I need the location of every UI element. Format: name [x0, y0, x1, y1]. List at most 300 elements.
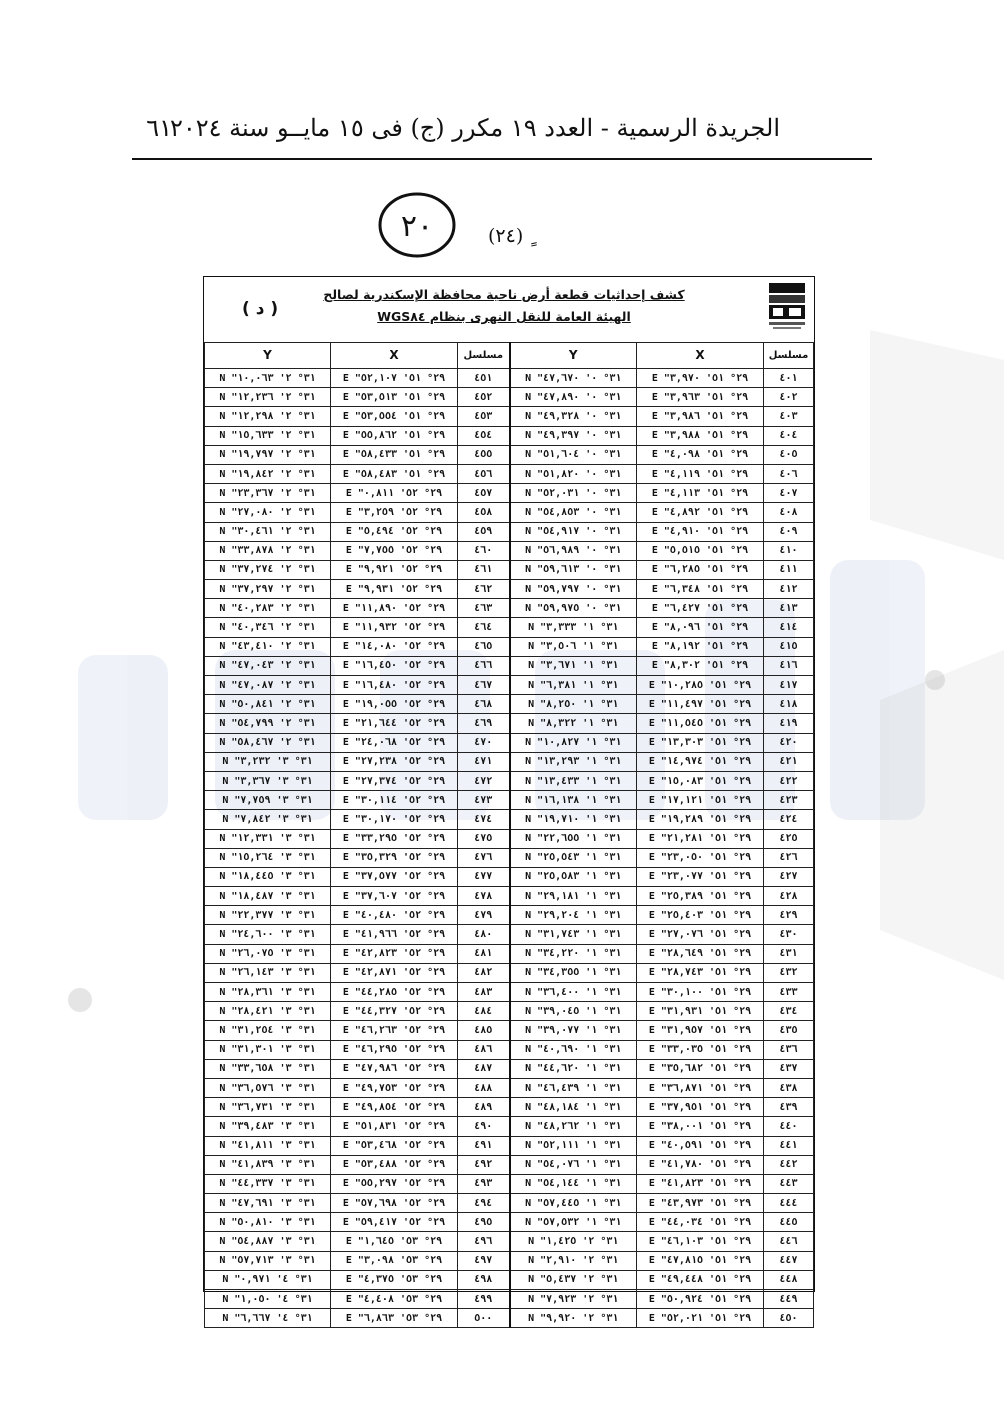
table-row [205, 656, 814, 675]
x-coordinate-cell: E "٢٩° ٥١' ٢٧,٠٧٦ [637, 925, 764, 944]
table-row [205, 1098, 814, 1117]
x-coordinate-cell: E "٢٩° ٥٢' ٤٩,٧٥٣ [331, 1078, 458, 1097]
x-coordinate-cell: E "٢٩° ٥٢' ٤٧,٩٨٦ [331, 1059, 458, 1078]
serial-cell: ٤٩٣ [458, 1174, 510, 1193]
serial-cell: ٤٣٩ [764, 1098, 814, 1117]
table-row [205, 426, 814, 445]
column-header-x: X [331, 343, 458, 369]
serial-cell: ٤٥٨ [458, 503, 510, 522]
y-coordinate-cell: N "٣١° ٢' ١٢,٢٣٦ [205, 388, 331, 407]
serial-cell: ٤٣٨ [764, 1078, 814, 1097]
y-coordinate-cell: N "٣١° ١' ١٣,٢٩٣ [510, 752, 637, 771]
x-coordinate-cell: E "٢٩° ٥٢' ٩,٩٣١ [331, 580, 458, 599]
y-coordinate-cell: N "٣١° ٢' ٥٤,٧٩٩ [205, 714, 331, 733]
y-coordinate-cell: N "٣١° ٠' ٥٢,٠٣١ [510, 484, 637, 503]
table-header-row [205, 343, 814, 369]
y-coordinate-cell: N "٣١° ٠' ٥٩,٧٩٧ [510, 580, 637, 599]
x-coordinate-cell: E "٢٩° ٥١' ١٥,٠٨٣ [637, 771, 764, 790]
table-row [205, 464, 814, 483]
y-coordinate-cell: N "٣١° ١' ٢٥,٥٤٣ [510, 848, 637, 867]
x-coordinate-cell: E "٢٩° ٥٢' ٥٧,٦٩٨ [331, 1194, 458, 1213]
document-title-line2: الهيئة العامة للنقل النهرى بنظام WGS٨٤ [377, 309, 631, 324]
serial-cell: ٤٩٨ [458, 1270, 510, 1289]
x-coordinate-cell: E "٢٩° ٥٣' ٦,٨٦٣ [331, 1309, 458, 1328]
table-row [205, 791, 814, 810]
x-coordinate-cell: E "٢٩° ٥٢' ٥١,٨٣١ [331, 1117, 458, 1136]
y-coordinate-cell: N "٣١° ٢' ٥٠,٨٤١ [205, 695, 331, 714]
table-row [205, 848, 814, 867]
serial-cell: ٤٩٥ [458, 1213, 510, 1232]
x-coordinate-cell: E "٢٩° ٥١' ٥٣,٥١٣ [331, 388, 458, 407]
serial-cell: ٤٢٧ [764, 867, 814, 886]
table-row [205, 407, 814, 426]
y-coordinate-cell: N "٣١° ٠' ٥٩,٦١٣ [510, 560, 637, 579]
x-coordinate-cell: E "٢٩° ٥٢' ٣٣,٢٩٥ [331, 829, 458, 848]
y-coordinate-cell: N "٣١° ١' ٣,٥٠٦ [510, 637, 637, 656]
x-coordinate-cell: E "٢٩° ٥٢' ٤٤,٣٢٧ [331, 1002, 458, 1021]
serial-cell: ٤٨٨ [458, 1078, 510, 1097]
serial-cell: ٤١٨ [764, 695, 814, 714]
serial-cell: ٤٦٤ [458, 618, 510, 637]
circled-number-stamp [376, 190, 458, 260]
x-coordinate-cell: E "٢٩° ٥٢' ٥٣,٤٦٨ [331, 1136, 458, 1155]
serial-cell: ٤٠٣ [764, 407, 814, 426]
table-row [205, 503, 814, 522]
serial-cell: ٤٣٣ [764, 983, 814, 1002]
serial-cell: ٤٧٣ [458, 791, 510, 810]
column-header-serial: مسلسل [458, 343, 510, 369]
serial-cell: ٤٤٨ [764, 1270, 814, 1289]
x-coordinate-cell: E "٢٩° ٥٢' ٠,٨١١ [331, 484, 458, 503]
y-coordinate-cell: N "٣١° ٣' ٧,٨٤٢ [205, 810, 331, 829]
y-coordinate-cell: N "٣١° ٣' ٤١,٨١١ [205, 1136, 331, 1155]
serial-cell: ٤٨٤ [458, 1002, 510, 1021]
y-coordinate-cell: N "٣١° ٣' ٢٨,٣٦١ [205, 983, 331, 1002]
serial-cell: ٥٠٠ [458, 1309, 510, 1328]
y-coordinate-cell: N "٣١° ٣' ٢٤,٦٠٠ [205, 925, 331, 944]
x-coordinate-cell: E "٢٩° ٥١' ٥٨,٤٨٣ [331, 464, 458, 483]
y-coordinate-cell: N "٣١° ٤' ١,٠٥٠ [205, 1290, 331, 1309]
table-row [205, 369, 814, 388]
serial-cell: ٤٤٩ [764, 1290, 814, 1309]
table-row [205, 522, 814, 541]
x-coordinate-cell: E "٢٩° ٥١' ٨,٠٩٦ [637, 618, 764, 637]
x-coordinate-cell: E "٢٩° ٥١' ٤٦,١٠٣ [637, 1232, 764, 1251]
serial-cell: ٤٧٨ [458, 887, 510, 906]
x-coordinate-cell: E "٢٩° ٥٢' ٤٢,٨٧١ [331, 963, 458, 982]
y-coordinate-cell: N "٣١° ١' ٢٥,٥٨٣ [510, 867, 637, 886]
x-coordinate-cell: E "٢٩° ٥١' ٣١,٩٣١ [637, 1002, 764, 1021]
serial-cell: ٤٩٧ [458, 1251, 510, 1270]
y-coordinate-cell: N "٣١° ١' ٣,٦٧١ [510, 656, 637, 675]
y-coordinate-cell: N "٣١° ٠' ٤٧,٨٩٠ [510, 388, 637, 407]
serial-cell: ٤٩٠ [458, 1117, 510, 1136]
serial-cell: ٤٠١ [764, 369, 814, 388]
x-coordinate-cell: E "٢٩° ٥٢' ٤٤,٢٨٥ [331, 983, 458, 1002]
x-coordinate-cell: E "٢٩° ٥١' ٤,١١٣ [637, 484, 764, 503]
y-coordinate-cell: N "٣١° ٢' ١٩,٧٩٧ [205, 445, 331, 464]
x-coordinate-cell: E "٢٩° ٥١' ٦,٣٤٨ [637, 580, 764, 599]
y-coordinate-cell: N "٣١° ٠' ٥٤,٩١٧ [510, 522, 637, 541]
table-row [205, 1251, 814, 1270]
x-coordinate-cell: E "٢٩° ٥١' ٤,٩١٠ [637, 522, 764, 541]
serial-cell: ٤١٧ [764, 676, 814, 695]
y-coordinate-cell: N "٣١° ٣' ٤٧,٦٩١ [205, 1194, 331, 1213]
y-coordinate-cell: N "٣١° ١' ٤٦,٤٣٩ [510, 1078, 637, 1097]
y-coordinate-cell: N "٣١° ٣' ٣٦,٥٧٦ [205, 1078, 331, 1097]
table-row [205, 733, 814, 752]
x-coordinate-cell: E "٢٩° ٥٢' ٣٠,١٧٠ [331, 810, 458, 829]
serial-cell: ٤٤١ [764, 1136, 814, 1155]
x-coordinate-cell: E "٢٩° ٥١' ٤٧,٨١٥ [637, 1251, 764, 1270]
x-coordinate-cell: E "٢٩° ٥٢' ٧,٧٥٥ [331, 541, 458, 560]
y-coordinate-cell: N "٣١° ١' ٨,٣٢٢ [510, 714, 637, 733]
column-header-x: X [637, 343, 764, 369]
serial-cell: ٤٢٩ [764, 906, 814, 925]
serial-cell: ٤٣٤ [764, 1002, 814, 1021]
table-row [205, 599, 814, 618]
x-coordinate-cell: E "٢٩° ٥١' ١٧,١٢١ [637, 791, 764, 810]
serial-cell: ٤٦١ [458, 560, 510, 579]
y-coordinate-cell: N "٣١° ٢' ١٢,٢٩٨ [205, 407, 331, 426]
x-coordinate-cell: E "٢٩° ٥١' ٤٩,٤٤٨ [637, 1270, 764, 1289]
serial-cell: ٤٠٦ [764, 464, 814, 483]
serial-cell: ٤٩٢ [458, 1155, 510, 1174]
table-row [205, 983, 814, 1002]
y-coordinate-cell: N "٣١° ٢' ٢٣,٣٦٧ [205, 484, 331, 503]
serial-cell: ٤١١ [764, 560, 814, 579]
y-coordinate-cell: N "٣١° ١' ٤٨,٢٦٢ [510, 1117, 637, 1136]
table-row [205, 1155, 814, 1174]
serial-cell: ٤٢٠ [764, 733, 814, 752]
y-coordinate-cell: N "٣١° ٠' ٥٤,٨٥٣ [510, 503, 637, 522]
serial-cell: ٤٢٦ [764, 848, 814, 867]
table-row [205, 560, 814, 579]
table-row [205, 1136, 814, 1155]
x-coordinate-cell: E "٢٩° ٥١' ٥٢,١٠٧ [331, 369, 458, 388]
x-coordinate-cell: E "٢٩° ٥١' ٣٣,٠٣٥ [637, 1040, 764, 1059]
y-coordinate-cell: N "٣١° ٢' ٤٣,٤١٠ [205, 637, 331, 656]
y-coordinate-cell: N "٣١° ٣' ٢٦,٠٧٥ [205, 944, 331, 963]
serial-cell: ٤٨٩ [458, 1098, 510, 1117]
column-header-y: Y [205, 343, 331, 369]
y-coordinate-cell: N "٣١° ١' ٢٩,٢٠٤ [510, 906, 637, 925]
x-coordinate-cell: E "٢٩° ٥٢' ٥٣,٤٨٨ [331, 1155, 458, 1174]
x-coordinate-cell: E "٢٩° ٥١' ٥,٥١٥ [637, 541, 764, 560]
serial-cell: ٤٤٢ [764, 1155, 814, 1174]
serial-cell: ٤٩٦ [458, 1232, 510, 1251]
x-coordinate-cell: E "٢٩° ٥١' ٥٨,٤٣٣ [331, 445, 458, 464]
table-row [205, 1232, 814, 1251]
serial-cell: ٤٥٤ [458, 426, 510, 445]
x-coordinate-cell: E "٢٩° ٥٢' ٥٩,٤١٧ [331, 1213, 458, 1232]
x-coordinate-cell: E "٢٩° ٥١' ٨,١٩٢ [637, 637, 764, 656]
y-coordinate-cell: N "٣١° ١' ٥٤,١٤٤ [510, 1174, 637, 1193]
x-coordinate-cell: E "٢٩° ٥١' ٢١,٢٨١ [637, 829, 764, 848]
page-number: ٦١ [146, 114, 172, 142]
serial-cell: ٤٢٨ [764, 887, 814, 906]
serial-cell: ٤٤٧ [764, 1251, 814, 1270]
y-coordinate-cell: N "٣١° ٣' ٣٣,٦٥٨ [205, 1059, 331, 1078]
y-coordinate-cell: N "٣١° ٣' ٣٩,٤٨٣ [205, 1117, 331, 1136]
x-coordinate-cell: E "٢٩° ٥٢' ٤٦,٢٦٣ [331, 1021, 458, 1040]
y-coordinate-cell: N "٣١° ٣' ٥٠,٨١٠ [205, 1213, 331, 1232]
x-coordinate-cell: E "٢٩° ٥١' ١١,٤٩٧ [637, 695, 764, 714]
y-coordinate-cell: N "٣١° ٢' ٢٧,٠٨٠ [205, 503, 331, 522]
y-coordinate-cell: N "٣١° ٢' ٢,٩١٠ [510, 1251, 637, 1270]
serial-cell: ٤٥٣ [458, 407, 510, 426]
x-coordinate-cell: E "٢٩° ٥٢' ٤٦,٢٩٥ [331, 1040, 458, 1059]
table-row [205, 1040, 814, 1059]
serial-cell: ٤١٣ [764, 599, 814, 618]
x-coordinate-cell: E "٢٩° ٥٢' ٩,٩٢١ [331, 560, 458, 579]
y-coordinate-cell: N "٣١° ٢' ٣٠,٤٦١ [205, 522, 331, 541]
y-coordinate-cell: N "٣١° ٠' ٤٧,٦٧٠ [510, 369, 637, 388]
y-coordinate-cell: N "٣١° ١' ١٦,١٣٨ [510, 791, 637, 810]
y-coordinate-cell: N "٣١° ٠' ٤٩,٣٩٧ [510, 426, 637, 445]
x-coordinate-cell: E "٢٩° ٥١' ٢٨,٧٤٣ [637, 963, 764, 982]
serial-cell: ٤٣٧ [764, 1059, 814, 1078]
y-coordinate-cell: N "٣١° ١' ٣١,٧٤٣ [510, 925, 637, 944]
y-coordinate-cell: N "٣١° ٢' ٩,٩٢٠ [510, 1309, 637, 1328]
y-coordinate-cell: N "٣١° ٠' ٥٦,٩٨٩ [510, 541, 637, 560]
serial-cell: ٤٢١ [764, 752, 814, 771]
serial-cell: ٤٥٢ [458, 388, 510, 407]
x-coordinate-cell: E "٢٩° ٥١' ٣,٩٧٠ [637, 369, 764, 388]
serial-cell: ٤٢٤ [764, 810, 814, 829]
serial-cell: ٤١٥ [764, 637, 814, 656]
serial-cell: ٤٣٠ [764, 925, 814, 944]
x-coordinate-cell: E "٢٩° ٥١' ٦,٤٢٧ [637, 599, 764, 618]
serial-cell: ٤٤٤ [764, 1194, 814, 1213]
serial-cell: ٤٠٩ [764, 522, 814, 541]
table-row [205, 1270, 814, 1289]
y-coordinate-cell: N "٣١° ١' ٨,٢٥٠ [510, 695, 637, 714]
serial-cell: ٤٤٠ [764, 1117, 814, 1136]
y-coordinate-cell: N "٣١° ١' ٣,٣٣٣ [510, 618, 637, 637]
table-row [205, 810, 814, 829]
stamp-number: ٢٠ [400, 209, 434, 244]
serial-cell: ٤٨٦ [458, 1040, 510, 1059]
table-row [205, 867, 814, 886]
x-coordinate-cell: E "٢٩° ٥١' ٤,٨٩٢ [637, 503, 764, 522]
x-coordinate-cell: E "٢٩° ٥٢' ٣٧,٦٠٧ [331, 887, 458, 906]
serial-cell: ٤٨٠ [458, 925, 510, 944]
y-coordinate-cell: N "٣١° ٣' ١٥,٢٦٤ [205, 848, 331, 867]
x-coordinate-cell: E "٢٩° ٥١' ٣,٩٨٨ [637, 426, 764, 445]
x-coordinate-cell: E "٢٩° ٥١' ٣٨,٠٠١ [637, 1117, 764, 1136]
table-row [205, 1002, 814, 1021]
x-coordinate-cell: E "٢٩° ٥١' ٥٠,٩٢٤ [637, 1290, 764, 1309]
x-coordinate-cell: E "٢٩° ٥٢' ٤٩,٨٥٤ [331, 1098, 458, 1117]
serial-cell: ٤٨٢ [458, 963, 510, 982]
x-coordinate-cell: E "٢٩° ٥٢' ٢٧,٢٣٨ [331, 752, 458, 771]
x-coordinate-cell: E "٢٩° ٥٢' ٣,٢٥٩ [331, 503, 458, 522]
authority-logo-icon [765, 281, 809, 333]
serial-cell: ٤٦٨ [458, 695, 510, 714]
x-coordinate-cell: E "٢٩° ٥١' ٤,١١٩ [637, 464, 764, 483]
x-coordinate-cell: E "٢٩° ٥٣' ١,٦٤٥ [331, 1232, 458, 1251]
x-coordinate-cell: E "٢٩° ٥١' ١٠,٢٨٥ [637, 676, 764, 695]
serial-cell: ٤٢٥ [764, 829, 814, 848]
y-coordinate-cell: N "٣١° ١' ٥٤,٠٧٦ [510, 1155, 637, 1174]
column-header-serial: مسلسل [764, 343, 814, 369]
y-coordinate-cell: N "٣١° ٣' ٢٦,١٤٣ [205, 963, 331, 982]
x-coordinate-cell: E "٢٩° ٥٢' ٥,٤٩٤ [331, 522, 458, 541]
y-coordinate-cell: N "٣١° ١' ٤٠,٦٩٠ [510, 1040, 637, 1059]
x-coordinate-cell: E "٢٩° ٥٢' ١٩,٠٥٥ [331, 695, 458, 714]
y-coordinate-cell: N "٣١° ٣' ٤١,٨٣٩ [205, 1155, 331, 1174]
serial-cell: ٤١٢ [764, 580, 814, 599]
y-coordinate-cell: N "٣١° ٠' ٤٩,٣٢٨ [510, 407, 637, 426]
serial-cell: ٤٧٤ [458, 810, 510, 829]
serial-cell: ٤٢٣ [764, 791, 814, 810]
x-coordinate-cell: E "٢٩° ٥٢' ٤١,٩٦٦ [331, 925, 458, 944]
coordinates-document [203, 276, 815, 1324]
x-coordinate-cell: E "٢٩° ٥١' ١١,٥٤٥ [637, 714, 764, 733]
y-coordinate-cell: N "٣١° ٣' ٧,٧٥٩ [205, 791, 331, 810]
x-coordinate-cell: E "٢٩° ٥١' ٣٠,١٠٠ [637, 983, 764, 1002]
table-row [205, 1290, 814, 1309]
x-coordinate-cell: E "٢٩° ٥١' ٥٣,٥٥٤ [331, 407, 458, 426]
serial-cell: ٤٤٥ [764, 1213, 814, 1232]
serial-cell: ٤٧٦ [458, 848, 510, 867]
y-coordinate-cell: N "٣١° ٣' ٣١,٢٥٤ [205, 1021, 331, 1040]
y-coordinate-cell: N "٣١° ٢' ٣٧,٢٩٧ [205, 580, 331, 599]
y-coordinate-cell: N "٣١° ٣' ١٨,٤٤٥ [205, 867, 331, 886]
y-coordinate-cell: N "٣١° ٣' ٤٤,٣٣٧ [205, 1174, 331, 1193]
x-coordinate-cell: E "٢٩° ٥٢' ١٦,٤٥٠ [331, 656, 458, 675]
y-coordinate-cell: N "٣١° ٢' ٣٧,٢٧٤ [205, 560, 331, 579]
serial-cell: ٤١٩ [764, 714, 814, 733]
x-coordinate-cell: E "٢٩° ٥١' ٤٠,٥٩١ [637, 1136, 764, 1155]
y-coordinate-cell: N "٣١° ١' ١٣,٤٣٣ [510, 771, 637, 790]
x-coordinate-cell: E "٢٩° ٥١' ٦,٢٨٥ [637, 560, 764, 579]
serial-cell: ٤٨١ [458, 944, 510, 963]
x-coordinate-cell: E "٢٩° ٥١' ٣١,٩٥٧ [637, 1021, 764, 1040]
serial-cell: ٤٠٥ [764, 445, 814, 464]
x-coordinate-cell: E "٢٩° ٥١' ٢٥,٤٠٣ [637, 906, 764, 925]
serial-cell: ٤٥٧ [458, 484, 510, 503]
serial-cell: ٤٦٠ [458, 541, 510, 560]
x-coordinate-cell: E "٢٩° ٥١' ١٤,٩٧٤ [637, 752, 764, 771]
x-coordinate-cell: E "٢٩° ٥١' ٣٦,٨٧١ [637, 1078, 764, 1097]
y-coordinate-cell: N "٣١° ٢' ٥,٤٣٧ [510, 1270, 637, 1289]
serial-cell: ٤٦٥ [458, 637, 510, 656]
y-coordinate-cell: N "٣١° ٠' ٥٩,٩٧٥ [510, 599, 637, 618]
y-coordinate-cell: N "٣١° ٣' ٢٨,٤٢١ [205, 1002, 331, 1021]
x-coordinate-cell: E "٢٩° ٥٢' ٣٥,٣٢٩ [331, 848, 458, 867]
serial-cell: ٤٦٢ [458, 580, 510, 599]
x-coordinate-cell: E "٢٩° ٥٢' ١١,٨٩٠ [331, 599, 458, 618]
table-row [205, 580, 814, 599]
table-row [205, 944, 814, 963]
x-coordinate-cell: E "٢٩° ٥١' ٤٣,٩٧٣ [637, 1194, 764, 1213]
serial-cell: ٤٣٢ [764, 963, 814, 982]
serial-cell: ٤٥٩ [458, 522, 510, 541]
x-coordinate-cell: E "٢٩° ٥١' ٤,٠٩٨ [637, 445, 764, 464]
y-coordinate-cell: N "٣١° ١' ١٩,٧١٠ [510, 810, 637, 829]
table-row [205, 676, 814, 695]
handwritten-note: ٍ (٢٤) [488, 225, 530, 247]
x-coordinate-cell: E "٢٩° ٥١' ٤١,٨٢٣ [637, 1174, 764, 1193]
section-letter: ( د ) [242, 299, 279, 319]
x-coordinate-cell: E "٢٩° ٥١' ٣٥,٦٨٢ [637, 1059, 764, 1078]
y-coordinate-cell: N "٣١° ٢' ١٥,٦٣٣ [205, 426, 331, 445]
serial-cell: ٤٧٩ [458, 906, 510, 925]
y-coordinate-cell: N "٣١° ١' ٢٢,٦٥٥ [510, 829, 637, 848]
x-coordinate-cell: E "٢٩° ٥٢' ٢١,٦٤٤ [331, 714, 458, 733]
y-coordinate-cell: N "٣١° ٢' ٤٠,٢٨٣ [205, 599, 331, 618]
y-coordinate-cell: N "٣١° ٢' ٣٣,٨٧٨ [205, 541, 331, 560]
serial-cell: ٤٨٥ [458, 1021, 510, 1040]
serial-cell: ٤٧٢ [458, 771, 510, 790]
y-coordinate-cell: N "٣١° ١' ١٠,٨٢٧ [510, 733, 637, 752]
y-coordinate-cell: N "٣١° ٢' ٧,٩٢٣ [510, 1290, 637, 1309]
x-coordinate-cell: E "٢٩° ٥١' ٨,٣٠٢ [637, 656, 764, 675]
serial-cell: ٤٠٧ [764, 484, 814, 503]
serial-cell: ٤٧٠ [458, 733, 510, 752]
x-coordinate-cell: E "٢٩° ٥١' ٤١,٧٨٠ [637, 1155, 764, 1174]
x-coordinate-cell: E "٢٩° ٥١' ٢٣,٠٧٧ [637, 867, 764, 886]
y-coordinate-cell: N "٣١° ٣' ٥٤,٨٨٧ [205, 1232, 331, 1251]
y-coordinate-cell: N "٣١° ٣' ٢٢,٣٧٧ [205, 906, 331, 925]
x-coordinate-cell: E "٢٩° ٥٢' ٢٤,٠٦٨ [331, 733, 458, 752]
y-coordinate-cell: N "٣١° ١' ٤٨,١٨٤ [510, 1098, 637, 1117]
serial-cell: ٤٩٩ [458, 1290, 510, 1309]
column-header-y: Y [510, 343, 637, 369]
y-coordinate-cell: N "٣١° ١' ٥٢,١١١ [510, 1136, 637, 1155]
serial-cell: ٤٧٧ [458, 867, 510, 886]
table-row [205, 752, 814, 771]
x-coordinate-cell: E "٢٩° ٥١' ١٣,٣٠٣ [637, 733, 764, 752]
y-coordinate-cell: N "٣١° ٠' ٥١,٨٢٠ [510, 464, 637, 483]
y-coordinate-cell: N "٣١° ٤' ٦,٦٦٧ [205, 1309, 331, 1328]
gazette-title: الجريدة الرسمية - العدد ١٩ مكرر (ج) فى ١٥ مايــو سنة ٢٠٢٤ [169, 114, 780, 142]
y-coordinate-cell: N "٣١° ١' ٣٤,٢٢٠ [510, 944, 637, 963]
serial-cell: ٤١٦ [764, 656, 814, 675]
x-coordinate-cell: E "٢٩° ٥١' ٣,٩٨٦ [637, 407, 764, 426]
x-coordinate-cell: E "٢٩° ٥٣' ٤,٣٧٥ [331, 1270, 458, 1289]
serial-cell: ٤٠٨ [764, 503, 814, 522]
table-row [205, 1309, 814, 1328]
y-coordinate-cell: N "٣١° ٣' ١٨,٤٨٧ [205, 887, 331, 906]
table-row [205, 887, 814, 906]
page-header [132, 108, 872, 160]
serial-cell: ٤٥١ [458, 369, 510, 388]
table-row [205, 695, 814, 714]
table-row [205, 445, 814, 464]
serial-cell: ٤٧١ [458, 752, 510, 771]
serial-cell: ٤٣١ [764, 944, 814, 963]
x-coordinate-cell: E "٢٩° ٥٢' ١١,٩٣٢ [331, 618, 458, 637]
table-row [205, 906, 814, 925]
serial-cell: ٤٢٢ [764, 771, 814, 790]
y-coordinate-cell: N "٣١° ١' ٣٩,٠٧٧ [510, 1021, 637, 1040]
serial-cell: ٤٦٦ [458, 656, 510, 675]
table-row [205, 771, 814, 790]
x-coordinate-cell: E "٢٩° ٥١' ٢٣,٠٥٠ [637, 848, 764, 867]
document-header [204, 277, 813, 343]
x-coordinate-cell: E "٢٩° ٥١' ٢٥,٣٨٩ [637, 887, 764, 906]
y-coordinate-cell: N "٣١° ٢' ٥٨,٤٦٧ [205, 733, 331, 752]
coordinates-table [204, 342, 814, 1328]
y-coordinate-cell: N "٣١° ٢' ١,٤٢٥ [510, 1232, 637, 1251]
y-coordinate-cell: N "٣١° ٢' ١٠,٠٦٣ [205, 369, 331, 388]
y-coordinate-cell: N "٣١° ١' ٢٩,١٨١ [510, 887, 637, 906]
x-coordinate-cell: E "٢٩° ٥١' ٣٧,٩٥١ [637, 1098, 764, 1117]
y-coordinate-cell: N "٣١° ١' ٣٦,٤٠٠ [510, 983, 637, 1002]
